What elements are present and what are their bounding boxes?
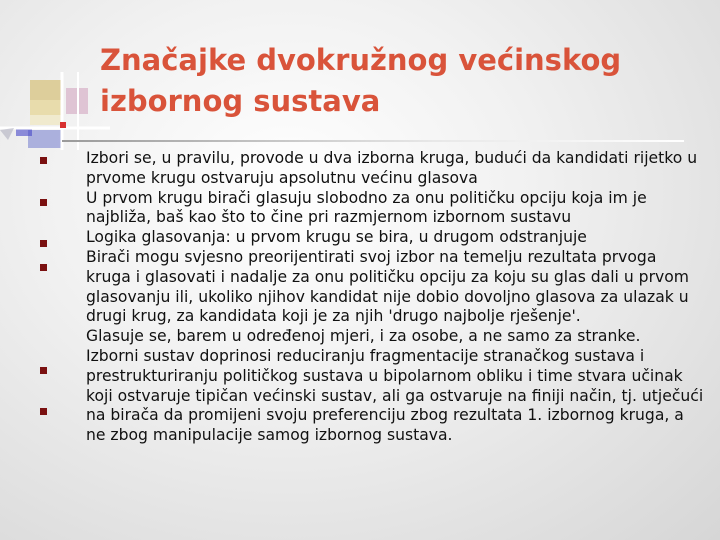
title-divider <box>62 140 684 142</box>
bullet-marker-5 <box>40 367 47 374</box>
title-line-2: izbornog sustava <box>100 84 381 118</box>
bullet-text-4: Birači mogu svjesno preorijentirati svoj izbor na temelju rezultata prvoga kruga i glasovati i nadalje za onu političku opciju za koju su glas dali u prvom glasovanju ili, ukoliko njihov kandidat nije dobio dovoljno glasova za ulazak u drugi krug, za kandidata koji je za njih 'drugo najbolje rješenje'. <box>86 247 689 326</box>
bullet-marker-2 <box>40 199 47 206</box>
bullet-marker-6 <box>40 408 47 415</box>
bullet-marker-4 <box>40 264 47 271</box>
bullet-text-1: Izbori se, u pravilu, provode u dva izborna kruga, budući da kandidati rijetko u prvome krugu ostvaruju apsolutnu većinu glasova <box>86 149 698 187</box>
bullet-text-3: Logika glasovanja: u prvom krugu se bira, u drugom odstranjuje <box>86 228 587 247</box>
bullet-marker-3 <box>40 240 47 247</box>
decorative-squares <box>0 0 110 150</box>
bullet-marker-1 <box>40 157 47 164</box>
bullet-list <box>86 149 706 446</box>
slide-title <box>100 40 700 122</box>
bullet-text-6: Izborni sustav doprinosi reduciranju fragmentacije stranačkog sustava i prestrukturiranju političkog sustava u bipolarnom obliku i time stvara učinak koji ostvaruje tipičan većinski sustav, ali ga ostvaruje na finiji način, tj. utječući na birača da promijeni svoju preferenciju zbog rezultata 1. izbornog kruga, a ne zbog manipulacije samog izbornog sustava. <box>86 346 704 445</box>
bullet-text-2: U prvom krugu birači glasuju slobodno za onu političku opciju koja im je najbliža, baš kao što to čine pri razmjernom izbornom sustavu <box>86 188 647 227</box>
bullet-text-5: Glasuje se, barem u određenoj mjeri, i za osobe, a ne samo za stranke. <box>86 327 641 346</box>
title-line-1: Značajke dvokružnog većinskog <box>100 43 622 77</box>
